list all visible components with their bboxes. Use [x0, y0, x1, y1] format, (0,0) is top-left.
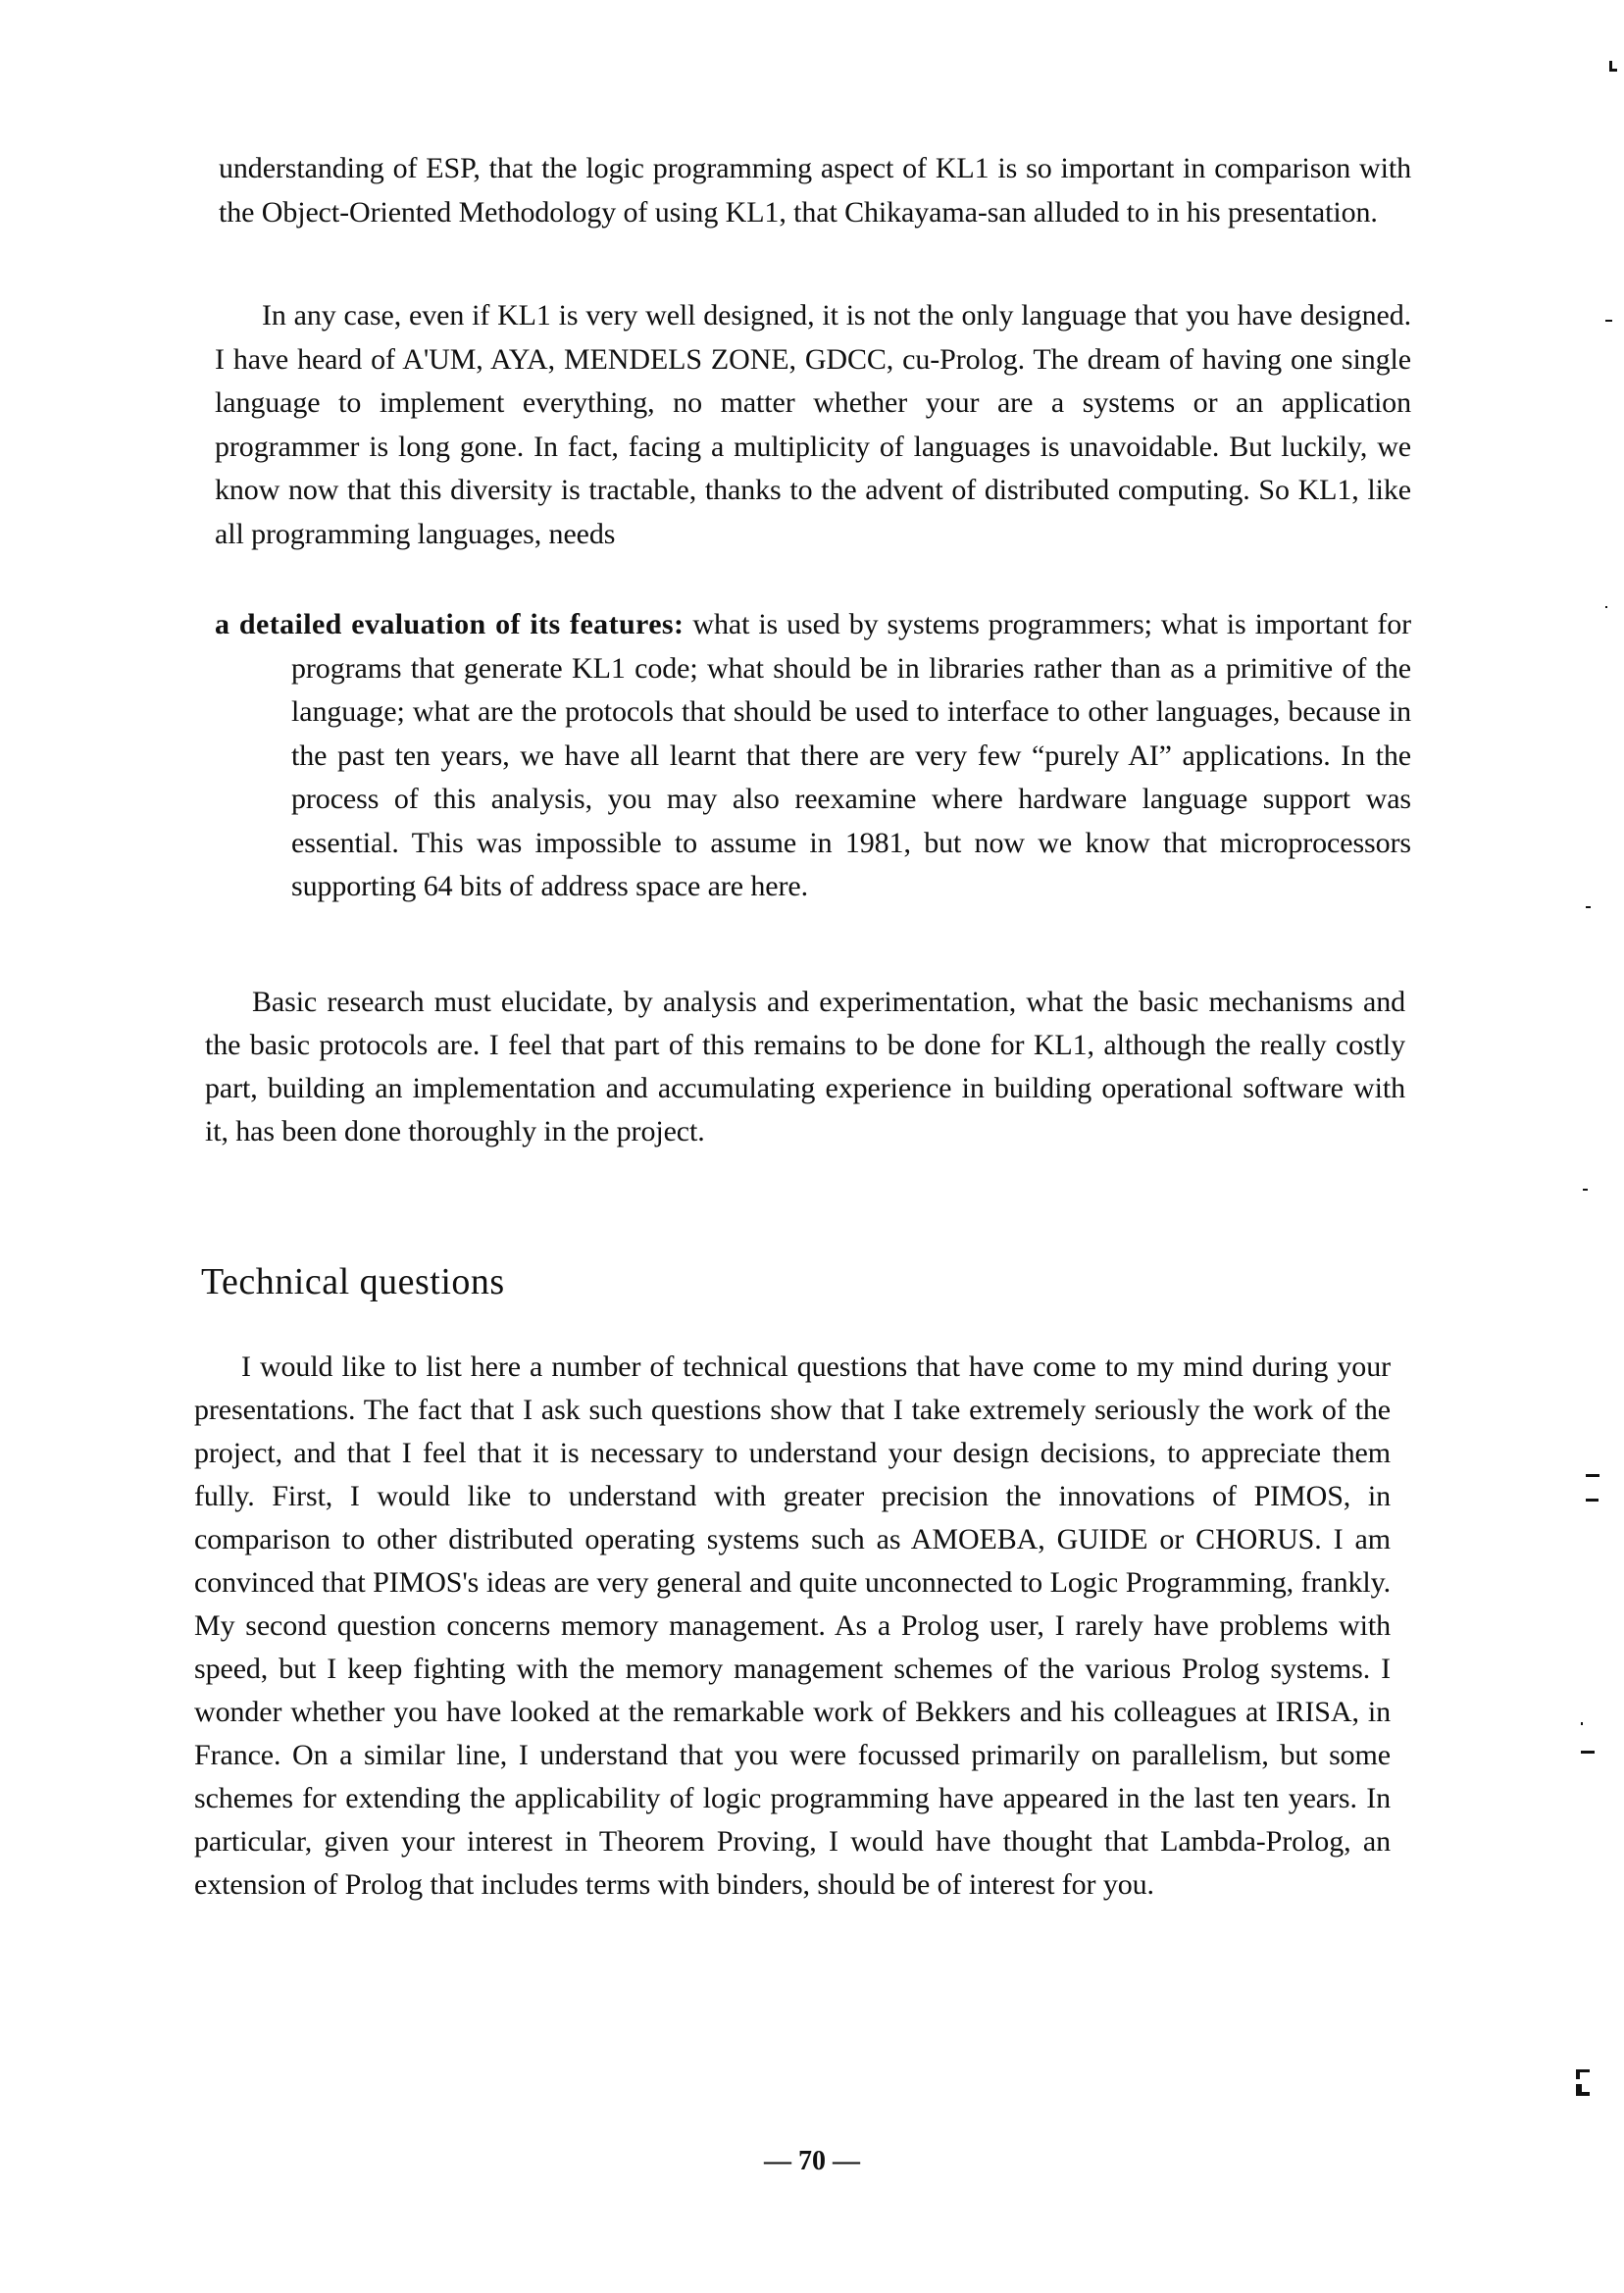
description-body: what is used by systems programmers; what is important for programs that generate KL1 code; what should be in libraries rather than as a primitive of the language; what are the protocols that should be used to interface to other languages, because in the past ten years, we have all learnt that there are very few “purely AI” applications. In the process of this analysis, you may also reexamine where hardware language support was essential. This was impossible to assume in 1981, but now we know that microprocessors supporting 64 bits of address space are here. — [291, 608, 1411, 902]
scan-artifact-mark — [1586, 906, 1591, 908]
paragraph-esp-continuation — [219, 147, 1411, 234]
scan-artifact-mark — [1586, 1474, 1599, 1477]
page-number: — 70 — — [764, 2146, 860, 2176]
scan-artifact-mark — [1576, 2069, 1580, 2079]
paragraph-languages — [215, 294, 1411, 556]
description-term: a detailed evaluation of its features: — [215, 608, 685, 640]
paragraph-technical-questions — [194, 1346, 1391, 1907]
scan-artifact-mark — [1581, 1751, 1595, 1754]
description-item-evaluation — [215, 603, 1411, 909]
paragraph-text: I would like to list here a number of technical questions that have come to my mind during your presentations. The fact that I ask such questions show that I take extremely seriously the work of the project, and that I feel that it is necessary to understand your design decisions, to appreciate them fully. First, I would like to understand with greater precision the innovations of PIMOS, in comparison to other distributed operating systems such as AMOEBA, GUIDE or CHORUS. I am convinced that PIMOS's ideas are very general and quite unconnected to Logic Programming, frankly. My second question concerns memory management. As a Prolog user, I rarely have problems with speed, but I keep fighting with the memory management schemes of the various Prolog systems. I wonder whether you have looked at the remarkable work of Bekkers and his colleagues at IRISA, in France. On a similar line, I understand that you were focussed primarily on parallelism, but some schemes for extending the applicability of logic programming have appeared in the last ten years. In particular, given your interest in Theorem Proving, I would have thought that Lambda-Prolog, an extension of Prolog that includes terms with binders, should be of interest for you. — [194, 1350, 1391, 1901]
scan-artifact-mark — [1576, 2092, 1590, 2096]
paragraph-text: In any case, even if KL1 is very well designed, it is not the only language that you have designed. I have heard of A'UM, AYA, MENDELS ZONE, GDCC, cu-Prolog. The dream of having one single language to implement everything, no matter whether your are a systems or an application programmer is long gone. In fact, facing a multiplicity of languages is unavoidable. But luckily, we know now that this diversity is tractable, thanks to the advent of distributed computing. So KL1, like all programming languages, needs — [215, 299, 1411, 550]
scan-artifact-mark — [1605, 606, 1607, 608]
scan-artifact-mark — [1583, 1189, 1588, 1191]
scan-artifact-mark — [1605, 320, 1612, 322]
scan-artifact-mark — [1581, 1722, 1583, 1725]
scan-artifact-mark — [1609, 69, 1617, 72]
paragraph-text: Basic research must elucidate, by analysis and experimentation, what the basic mechanisms and the basic protocols are. I feel that part of this remains to be done for KL1, although the really costly part, building an implementation and accumulating experience in building operational software with it, has been done thoroughly in the project. — [205, 986, 1405, 1147]
description-paragraph — [215, 603, 1411, 909]
paragraph-basic-research — [205, 981, 1405, 1153]
paragraph-text: understanding of ESP, that the logic programming aspect of KL1 is so important in comparison with the Object-Oriented Methodology of using KL1, that Chikayama-san alluded to in his presentation. — [219, 152, 1411, 229]
section-heading-technical-questions: Technical questions — [201, 1261, 505, 1302]
scan-artifact-mark — [1586, 1499, 1599, 1502]
